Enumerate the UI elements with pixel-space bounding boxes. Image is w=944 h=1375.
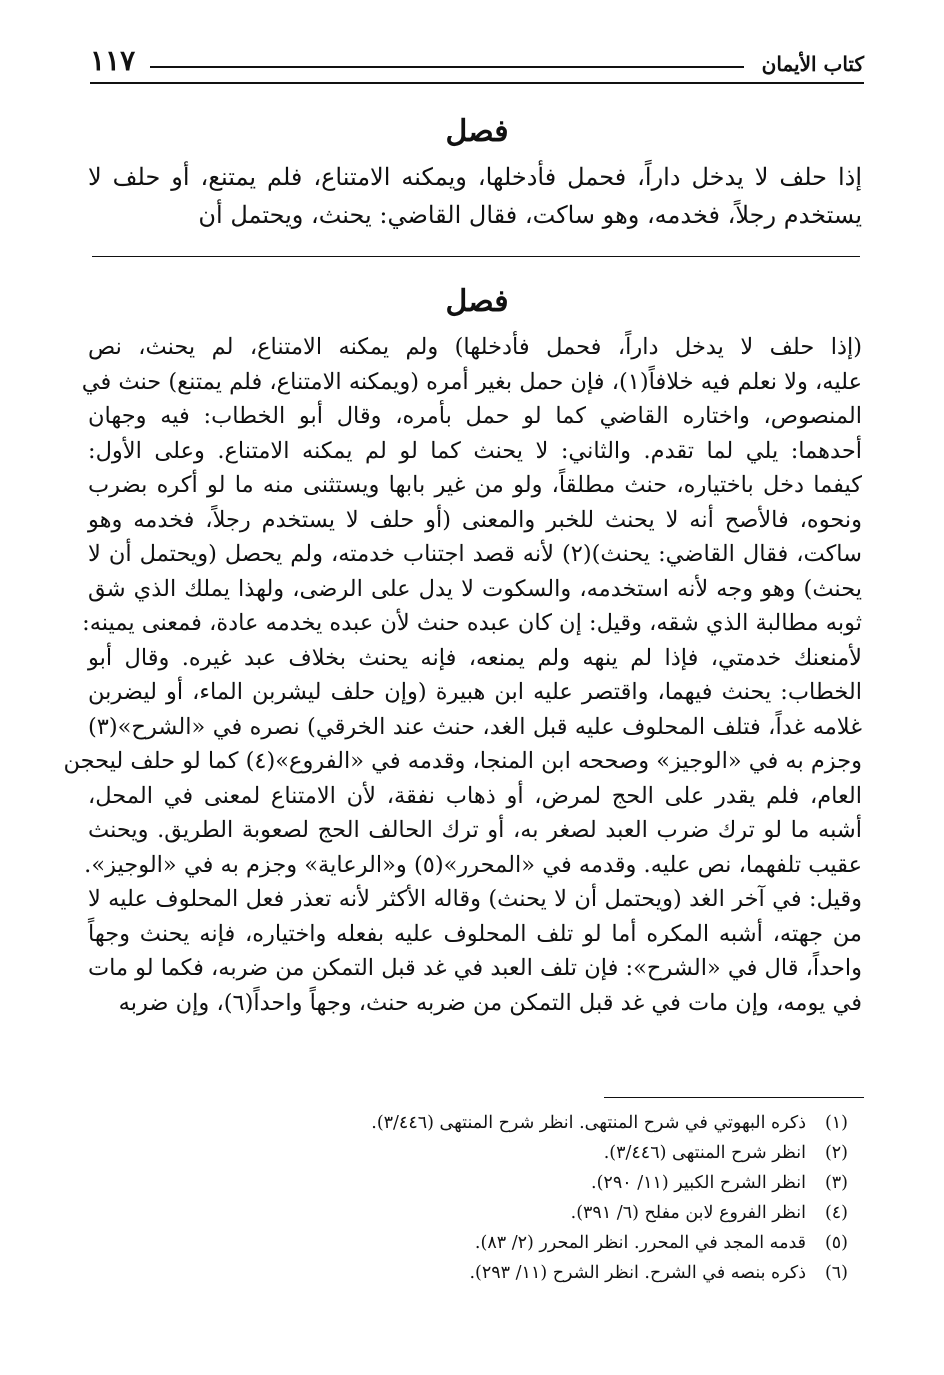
sharh-line: في يومه، وإن مات في غد قبل التمكن من ضربه حنث، وجهاً واحداً(٦)، وإن ضربه xyxy=(118,989,862,1016)
matn-divider xyxy=(92,256,860,257)
footnote xyxy=(371,1228,848,1258)
footnote-number: (٣) xyxy=(824,1173,848,1193)
sharh-line: أشبه ما لو ترك ضرب العبد لصغر به، أو ترك الحالف الحج لصعوبة الطريق. ويحنث xyxy=(88,817,862,843)
sharh-line: غلامه غداً، فتلف المحلوف عليه قبل الغد، حنث عند الخرقي) نصره في «الشرح»(٣) xyxy=(88,713,862,740)
footnote-text: انظر شرح المنتهى (٣/٤٤٦). xyxy=(603,1143,806,1163)
sharh-line: (إذا حلف لا يدخل داراً، فحمل فأدخلها) ولم يمكنه الامتناع، لم يحنث، نص xyxy=(88,334,862,360)
sharh-line: ونحوه، فالأصح أنه لا يحنث للخبر والمعنى (أو حلف لا يستخدم رجلاً، فخدمه وهو xyxy=(88,506,862,533)
matn-section-title: فصل xyxy=(445,114,509,149)
footnote-text: ذكره البهوتي في شرح المنتهى. انظر شرح المنتهى (٣/٤٤٦). xyxy=(371,1113,806,1133)
footnote xyxy=(371,1108,848,1138)
sharh-line: ساكت، فقال القاضي: يحنث)(٢) لأنه قصد اجتناب خدمته، ولم يحصل (ويحتمل أن لا xyxy=(88,541,862,567)
footnote xyxy=(371,1198,848,1228)
sharh-line: من جهته، أشبه المكره أما لو تلف المحلوف عليه بفعله واختياره، فإنه يحنث وجهاً xyxy=(88,920,862,947)
footnote xyxy=(371,1258,848,1288)
running-header xyxy=(90,40,864,80)
sharh-line: يحنث) وهو وجه لأنه استخدمه، والسكوت لا يدل على الرضى، ولهذا يملك الذي شق xyxy=(88,575,862,602)
sharh-line: العام، فلم يقدر على الحج لمرض، أو ذهاب نفقة، لأن الامتناع لمعنى في المحل، xyxy=(88,782,862,809)
footnote-text: قدمه المجد في المحرر. انظر المحرر (٢/ ٨٣). xyxy=(474,1233,806,1253)
sharh-line: وقيل: في آخر الغد (ويحتمل أن لا يحنث) وقاله الأكثر لأنه تعذر فعل المحلوف عليه لا xyxy=(88,886,862,912)
header-rule xyxy=(90,82,864,84)
footnote-text: انظر الفروع لابن مفلح (٦/ ٣٩١). xyxy=(570,1203,806,1223)
footnote-rule xyxy=(604,1097,864,1098)
sharh-line: عقيب تلفهما، نص عليه. وقدمه في «المحرر»(٥) و«الرعاية» وجزم به في «الوجيز». xyxy=(84,851,862,878)
page-number: ١١٧ xyxy=(90,44,136,77)
footnote-number: (١) xyxy=(824,1113,848,1133)
footnote-text: ذكره بنصه في الشرح. انظر الشرح (١١/ ٢٩٣). xyxy=(469,1263,806,1283)
footnotes xyxy=(371,1108,848,1288)
sharh-line: الخطاب: يحنث فيهما، واقتصر عليه ابن هبيرة (وإن حلف ليشربن الماء، أو ليضربن xyxy=(88,679,862,705)
sharh-line: عليه، ولا نعلم فيه خلافاً(١)، فإن حمل بغير أمره (ويمكنه الامتناع، فلم يمتنع) حنث في xyxy=(81,368,862,395)
footnote-number: (٦) xyxy=(824,1263,848,1283)
sharh-line: واحداً، قال في «الشرح»: فإن تلف العبد في غد قبل التمكن من ضربه، فكما لو مات xyxy=(87,955,862,981)
sharh-text xyxy=(63,330,862,1020)
footnote-text: انظر الشرح الكبير (١١/ ٢٩٠). xyxy=(591,1173,806,1193)
book-title: كتاب الأيمان xyxy=(761,52,864,76)
sharh-line: ثوبه مطالبة الذي شقه، وقيل: إن كان عبده حنث لأن عبده يخدمه عادة، فمعنى يمينه: xyxy=(82,610,862,636)
footnote-number: (٥) xyxy=(824,1233,848,1253)
header-line xyxy=(150,66,744,68)
sharh-line: المنصوص، واختاره القاضي كما لو حمل بأمره، وقال أبو الخطاب: فيه وجهان xyxy=(88,403,862,429)
sharh-line: لأمنعنك خدمتي، فإذا لم ينهه ولم يمنعه، فإنه يحنث بخلاف عبد غيره. وقال أبو xyxy=(88,644,862,671)
sharh-line: وجزم به في «الوجيز» وصححه ابن المنجا، وقدمه في «الفروع»(٤) كما لو حلف ليحجن xyxy=(63,748,862,774)
footnote xyxy=(371,1138,848,1168)
sharh-line: كيفما دخل باختياره، حنث مطلقاً، ولو من غير بابها ويستثنى منه ما لو أكره بضرب xyxy=(88,472,862,498)
matn-text: إذا حلف لا يدخل داراً، فحمل فأدخلها، ويمكنه الامتناع، فلم يمتنع، أو حلف لا يستخدم رجلاً، فخدمه، وهو ساكت، فقال القاضي: يحنث، ويحتمل أن xyxy=(88,163,862,229)
footnote xyxy=(371,1168,848,1198)
footnote-number: (٤) xyxy=(824,1203,848,1223)
footnote-number: (٢) xyxy=(824,1143,848,1163)
sharh-line: أحدهما: يلي لما تقدم. والثاني: لا يحنث كما لو لم يمكنه الامتناع. وعلى الأول: xyxy=(88,437,862,464)
sharh-section-title: فصل xyxy=(445,284,509,319)
